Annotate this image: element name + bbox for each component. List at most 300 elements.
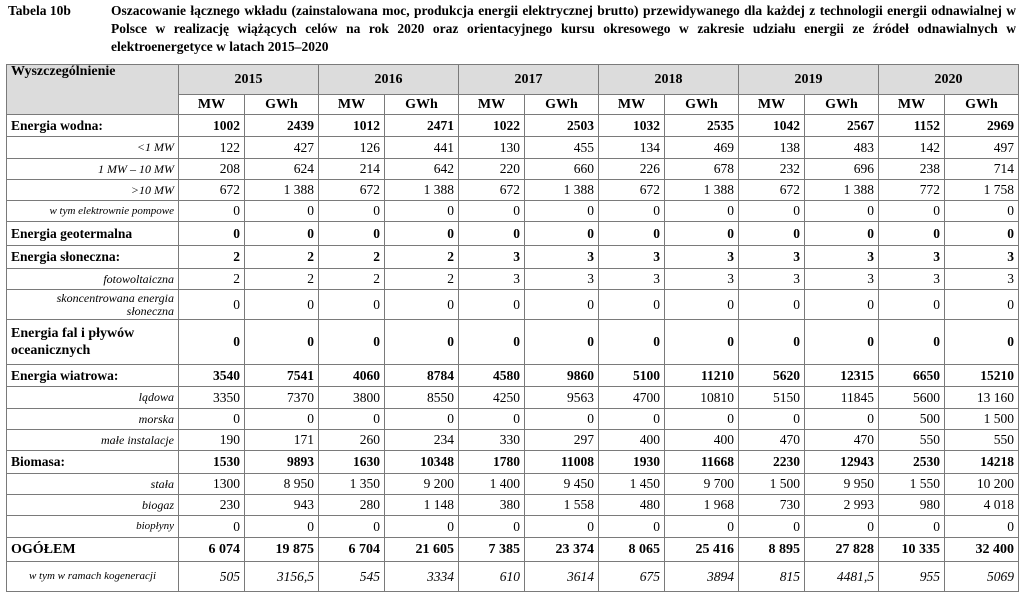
table-cell: 1630 bbox=[319, 451, 385, 474]
table-cell: 3 bbox=[525, 269, 599, 290]
row-label: w tym elektrownie pompowe bbox=[7, 201, 179, 222]
unit-gwh: GWh bbox=[385, 95, 459, 115]
table-cell: 3 bbox=[739, 269, 805, 290]
table-cell: 1 350 bbox=[319, 474, 385, 495]
table-cell: 1 550 bbox=[879, 474, 945, 495]
table-cell: 0 bbox=[179, 201, 245, 222]
table-cell: 3894 bbox=[665, 562, 739, 592]
year-header: 2020 bbox=[879, 65, 1019, 95]
table-cell: 171 bbox=[245, 430, 319, 451]
table-cell: 330 bbox=[459, 430, 525, 451]
table-cell: 470 bbox=[805, 430, 879, 451]
table-row bbox=[7, 495, 1019, 516]
row-label: Energia wodna: bbox=[7, 115, 179, 137]
table-cell: 130 bbox=[459, 137, 525, 159]
table-cell: 0 bbox=[739, 222, 805, 246]
table-cell: 7370 bbox=[245, 387, 319, 409]
table-row bbox=[7, 115, 1019, 137]
table-cell: 1780 bbox=[459, 451, 525, 474]
table-cell: 0 bbox=[525, 409, 599, 430]
table-cell: 0 bbox=[525, 290, 599, 320]
table-cell: 0 bbox=[319, 516, 385, 538]
table-cell: 400 bbox=[599, 430, 665, 451]
table-cell: 3350 bbox=[179, 387, 245, 409]
table-cell: 3800 bbox=[319, 387, 385, 409]
table-cell: 0 bbox=[385, 201, 459, 222]
table-cell: 0 bbox=[385, 290, 459, 320]
table-cell: 2 bbox=[319, 246, 385, 269]
table-cell: 32 400 bbox=[945, 538, 1019, 562]
table-cell: 0 bbox=[525, 516, 599, 538]
header-row-years bbox=[7, 65, 1019, 95]
table-cell: 297 bbox=[525, 430, 599, 451]
table-cell: 138 bbox=[739, 137, 805, 159]
table-cell: 0 bbox=[665, 320, 739, 365]
table-cell: 0 bbox=[245, 409, 319, 430]
table-cell: 2 bbox=[245, 269, 319, 290]
table-cell: 15210 bbox=[945, 365, 1019, 387]
table-cell: 10 335 bbox=[879, 538, 945, 562]
table-cell: 0 bbox=[319, 409, 385, 430]
table-row bbox=[7, 201, 1019, 222]
table-cell: 9563 bbox=[525, 387, 599, 409]
table-cell: 550 bbox=[945, 430, 1019, 451]
table-cell: 497 bbox=[945, 137, 1019, 159]
unit-gwh: GWh bbox=[525, 95, 599, 115]
table-cell: 23 374 bbox=[525, 538, 599, 562]
table-row bbox=[7, 269, 1019, 290]
table-cell: 3 bbox=[805, 246, 879, 269]
table-cell: 25 416 bbox=[665, 538, 739, 562]
table-cell: 11845 bbox=[805, 387, 879, 409]
table-cell: 0 bbox=[665, 201, 739, 222]
table-cell: 400 bbox=[665, 430, 739, 451]
table-cell: 0 bbox=[459, 320, 525, 365]
row-label: lądowa bbox=[7, 387, 179, 409]
table-cell: 980 bbox=[879, 495, 945, 516]
table-cell: 672 bbox=[599, 180, 665, 201]
table-cell: 0 bbox=[245, 290, 319, 320]
table-cell: 5069 bbox=[945, 562, 1019, 592]
unit-mw: MW bbox=[879, 95, 945, 115]
table-cell: 5600 bbox=[879, 387, 945, 409]
table-cell: 1 758 bbox=[945, 180, 1019, 201]
table-cell: 0 bbox=[739, 409, 805, 430]
table-cell: 3 bbox=[599, 246, 665, 269]
table-cell: 9 450 bbox=[525, 474, 599, 495]
table-cell: 1 500 bbox=[945, 409, 1019, 430]
table-cell: 1 500 bbox=[739, 474, 805, 495]
table-cell: 6650 bbox=[879, 365, 945, 387]
row-label: >10 MW bbox=[7, 180, 179, 201]
table-cell: 0 bbox=[319, 201, 385, 222]
table-cell: 470 bbox=[739, 430, 805, 451]
energy-table bbox=[6, 64, 1019, 592]
table-row bbox=[7, 562, 1019, 592]
table-cell: 10 200 bbox=[945, 474, 1019, 495]
table-cell: 3334 bbox=[385, 562, 459, 592]
table-cell: 232 bbox=[739, 159, 805, 180]
table-cell: 0 bbox=[179, 222, 245, 246]
table-cell: 0 bbox=[739, 290, 805, 320]
table-row bbox=[7, 137, 1019, 159]
table-cell: 0 bbox=[879, 320, 945, 365]
table-cell: 4481,5 bbox=[805, 562, 879, 592]
table-cell: 0 bbox=[945, 320, 1019, 365]
table-cell: 6 074 bbox=[179, 538, 245, 562]
table-cell: 3 bbox=[599, 269, 665, 290]
unit-gwh: GWh bbox=[245, 95, 319, 115]
table-cell: 0 bbox=[525, 320, 599, 365]
table-cell: 3156,5 bbox=[245, 562, 319, 592]
table-cell: 772 bbox=[879, 180, 945, 201]
table-cell: 1 148 bbox=[385, 495, 459, 516]
table-cell: 1 388 bbox=[245, 180, 319, 201]
unit-gwh: GWh bbox=[805, 95, 879, 115]
row-label: Energia fal i pływów oceanicznych bbox=[7, 320, 179, 365]
table-row bbox=[7, 320, 1019, 365]
table-cell: 0 bbox=[879, 516, 945, 538]
table-cell: 441 bbox=[385, 137, 459, 159]
table-cell: 0 bbox=[179, 516, 245, 538]
table-cell: 0 bbox=[459, 201, 525, 222]
table-cell: 2567 bbox=[805, 115, 879, 137]
table-cell: 2 bbox=[179, 269, 245, 290]
table-row bbox=[7, 409, 1019, 430]
table-cell: 480 bbox=[599, 495, 665, 516]
table-cell: 2 bbox=[385, 246, 459, 269]
table-cell: 2535 bbox=[665, 115, 739, 137]
table-cell: 2 bbox=[319, 269, 385, 290]
table-cell: 1930 bbox=[599, 451, 665, 474]
table-caption bbox=[8, 2, 1018, 58]
table-cell: 11210 bbox=[665, 365, 739, 387]
table-row bbox=[7, 387, 1019, 409]
table-cell: 672 bbox=[459, 180, 525, 201]
table-cell: 1 388 bbox=[665, 180, 739, 201]
table-cell: 1002 bbox=[179, 115, 245, 137]
table-cell: 696 bbox=[805, 159, 879, 180]
table-cell: 3 bbox=[879, 269, 945, 290]
table-cell: 4060 bbox=[319, 365, 385, 387]
table-cell: 0 bbox=[945, 222, 1019, 246]
table-cell: 2969 bbox=[945, 115, 1019, 137]
table-cell: 0 bbox=[179, 320, 245, 365]
table-cell: 2 bbox=[179, 246, 245, 269]
table-cell: 0 bbox=[459, 222, 525, 246]
table-cell: 5620 bbox=[739, 365, 805, 387]
table-cell: 220 bbox=[459, 159, 525, 180]
table-row bbox=[7, 180, 1019, 201]
table-cell: 8 895 bbox=[739, 538, 805, 562]
unit-mw: MW bbox=[739, 95, 805, 115]
table-cell: 1 388 bbox=[385, 180, 459, 201]
table-cell: 2439 bbox=[245, 115, 319, 137]
year-header: 2018 bbox=[599, 65, 739, 95]
table-cell: 134 bbox=[599, 137, 665, 159]
row-label: biogaz bbox=[7, 495, 179, 516]
table-cell: 1042 bbox=[739, 115, 805, 137]
row-label: Energia wiatrowa: bbox=[7, 365, 179, 387]
row-label: w tym w ramach kogeneracji bbox=[7, 562, 179, 592]
table-cell: 3540 bbox=[179, 365, 245, 387]
table-cell: 0 bbox=[665, 409, 739, 430]
table-cell: 4700 bbox=[599, 387, 665, 409]
table-cell: 1 968 bbox=[665, 495, 739, 516]
year-header: 2015 bbox=[179, 65, 319, 95]
table-cell: 0 bbox=[179, 290, 245, 320]
table-cell: 0 bbox=[525, 201, 599, 222]
table-cell: 2 993 bbox=[805, 495, 879, 516]
table-cell: 0 bbox=[459, 516, 525, 538]
row-label: Energia geotermalna bbox=[7, 222, 179, 246]
table-cell: 550 bbox=[879, 430, 945, 451]
unit-mw: MW bbox=[179, 95, 245, 115]
table-cell: 672 bbox=[179, 180, 245, 201]
table-cell: 2530 bbox=[879, 451, 945, 474]
table-cell: 0 bbox=[805, 290, 879, 320]
table-row bbox=[7, 430, 1019, 451]
table-cell: 427 bbox=[245, 137, 319, 159]
table-cell: 9860 bbox=[525, 365, 599, 387]
table-cell: 0 bbox=[245, 320, 319, 365]
table-cell: 545 bbox=[319, 562, 385, 592]
table-cell: 0 bbox=[385, 409, 459, 430]
table-cell: 3 bbox=[739, 246, 805, 269]
table-cell: 2 bbox=[385, 269, 459, 290]
table-cell: 7541 bbox=[245, 365, 319, 387]
table-cell: 714 bbox=[945, 159, 1019, 180]
caption-text: Oszacowanie łącznego wkładu (zainstalowana moc, produkcja energii elektrycznej brutto) przewidywanego dla każdej z technologii energii odnawialnej w Polsce w realizację wiążących celów na rok 2020 oraz orientacyjnego kursu okresowego w zakresie udziału energii ze źródeł odnawialnych w elektroenergetyce w latach 2015–2020 bbox=[111, 3, 1016, 54]
table-cell: 0 bbox=[459, 290, 525, 320]
table-cell: 0 bbox=[385, 320, 459, 365]
table-cell: 0 bbox=[245, 222, 319, 246]
table-cell: 260 bbox=[319, 430, 385, 451]
table-cell: 0 bbox=[385, 222, 459, 246]
table-cell: 4 018 bbox=[945, 495, 1019, 516]
unit-gwh: GWh bbox=[945, 95, 1019, 115]
table-cell: 2471 bbox=[385, 115, 459, 137]
table-cell: 238 bbox=[879, 159, 945, 180]
table-cell: 5100 bbox=[599, 365, 665, 387]
row-label: Biomasa: bbox=[7, 451, 179, 474]
table-row bbox=[7, 474, 1019, 495]
table-cell: 214 bbox=[319, 159, 385, 180]
table-cell: 0 bbox=[599, 320, 665, 365]
table-cell: 12315 bbox=[805, 365, 879, 387]
table-cell: 0 bbox=[319, 290, 385, 320]
table-cell: 0 bbox=[665, 290, 739, 320]
table-cell: 11668 bbox=[665, 451, 739, 474]
table-cell: 5150 bbox=[739, 387, 805, 409]
table-cell: 4250 bbox=[459, 387, 525, 409]
table-cell: 0 bbox=[739, 320, 805, 365]
unit-mw: MW bbox=[319, 95, 385, 115]
unit-gwh: GWh bbox=[665, 95, 739, 115]
unit-mw: MW bbox=[599, 95, 665, 115]
table-cell: 2230 bbox=[739, 451, 805, 474]
table-cell: 11008 bbox=[525, 451, 599, 474]
table-cell: 3 bbox=[459, 246, 525, 269]
table-cell: 1152 bbox=[879, 115, 945, 137]
table-cell: 0 bbox=[599, 409, 665, 430]
table-cell: 675 bbox=[599, 562, 665, 592]
table-cell: 0 bbox=[385, 516, 459, 538]
year-header: 2016 bbox=[319, 65, 459, 95]
table-cell: 3 bbox=[879, 246, 945, 269]
table-cell: 0 bbox=[245, 201, 319, 222]
table-cell: 1022 bbox=[459, 115, 525, 137]
table-cell: 21 605 bbox=[385, 538, 459, 562]
table-cell: 0 bbox=[945, 201, 1019, 222]
table-cell: 7 385 bbox=[459, 538, 525, 562]
table-row bbox=[7, 246, 1019, 269]
row-label: Energia słoneczna: bbox=[7, 246, 179, 269]
header-label: Wyszczególnienie bbox=[7, 65, 179, 115]
table-cell: 8 065 bbox=[599, 538, 665, 562]
table-cell: 1 450 bbox=[599, 474, 665, 495]
table-cell: 234 bbox=[385, 430, 459, 451]
table-cell: 1 388 bbox=[805, 180, 879, 201]
table-cell: 3 bbox=[945, 246, 1019, 269]
table-cell: 1 558 bbox=[525, 495, 599, 516]
table-cell: 226 bbox=[599, 159, 665, 180]
year-header: 2019 bbox=[739, 65, 879, 95]
table-cell: 660 bbox=[525, 159, 599, 180]
table-cell: 469 bbox=[665, 137, 739, 159]
table-cell: 14218 bbox=[945, 451, 1019, 474]
table-cell: 672 bbox=[319, 180, 385, 201]
table-cell: 0 bbox=[879, 222, 945, 246]
table-cell: 3 bbox=[665, 246, 739, 269]
table-cell: 8784 bbox=[385, 365, 459, 387]
row-label: OGÓŁEM bbox=[7, 538, 179, 562]
table-cell: 2 bbox=[245, 246, 319, 269]
table-cell: 1012 bbox=[319, 115, 385, 137]
table-cell: 0 bbox=[805, 516, 879, 538]
table-cell: 6 704 bbox=[319, 538, 385, 562]
table-cell: 10348 bbox=[385, 451, 459, 474]
table-row bbox=[7, 290, 1019, 320]
table-cell: 3614 bbox=[525, 562, 599, 592]
row-label: małe instalacje bbox=[7, 430, 179, 451]
table-cell: 1 388 bbox=[525, 180, 599, 201]
table-row bbox=[7, 538, 1019, 562]
table-cell: 610 bbox=[459, 562, 525, 592]
table-cell: 280 bbox=[319, 495, 385, 516]
table-cell: 815 bbox=[739, 562, 805, 592]
table-cell: 9893 bbox=[245, 451, 319, 474]
caption-label: Tabela 10b bbox=[8, 3, 71, 18]
table-cell: 0 bbox=[179, 409, 245, 430]
table-cell: 3 bbox=[665, 269, 739, 290]
table-cell: 13 160 bbox=[945, 387, 1019, 409]
table-cell: 8550 bbox=[385, 387, 459, 409]
table-cell: 4580 bbox=[459, 365, 525, 387]
table-cell: 126 bbox=[319, 137, 385, 159]
table-cell: 0 bbox=[739, 516, 805, 538]
table-cell: 0 bbox=[319, 320, 385, 365]
row-label: fotowoltaiczna bbox=[7, 269, 179, 290]
table-cell: 678 bbox=[665, 159, 739, 180]
table-cell: 10810 bbox=[665, 387, 739, 409]
row-label: 1 MW – 10 MW bbox=[7, 159, 179, 180]
table-row bbox=[7, 516, 1019, 538]
table-cell: 0 bbox=[805, 320, 879, 365]
table-cell: 624 bbox=[245, 159, 319, 180]
table-cell: 1 400 bbox=[459, 474, 525, 495]
table-cell: 3 bbox=[459, 269, 525, 290]
table-row bbox=[7, 365, 1019, 387]
table-cell: 0 bbox=[665, 516, 739, 538]
table-cell: 505 bbox=[179, 562, 245, 592]
table-cell: 0 bbox=[879, 290, 945, 320]
table-cell: 19 875 bbox=[245, 538, 319, 562]
year-header: 2017 bbox=[459, 65, 599, 95]
table-cell: 642 bbox=[385, 159, 459, 180]
table-cell: 3 bbox=[945, 269, 1019, 290]
table-cell: 0 bbox=[459, 409, 525, 430]
table-cell: 0 bbox=[945, 516, 1019, 538]
row-label: biopłyny bbox=[7, 516, 179, 538]
table-cell: 0 bbox=[805, 201, 879, 222]
table-cell: 190 bbox=[179, 430, 245, 451]
table-cell: 500 bbox=[879, 409, 945, 430]
table-cell: 9 700 bbox=[665, 474, 739, 495]
table-cell: 943 bbox=[245, 495, 319, 516]
table-row bbox=[7, 451, 1019, 474]
row-label: <1 MW bbox=[7, 137, 179, 159]
table-cell: 0 bbox=[945, 290, 1019, 320]
unit-mw: MW bbox=[459, 95, 525, 115]
table-cell: 0 bbox=[599, 516, 665, 538]
table-cell: 0 bbox=[879, 201, 945, 222]
table-cell: 208 bbox=[179, 159, 245, 180]
table-cell: 8 950 bbox=[245, 474, 319, 495]
table-cell: 230 bbox=[179, 495, 245, 516]
table-cell: 1300 bbox=[179, 474, 245, 495]
table-cell: 380 bbox=[459, 495, 525, 516]
table-cell: 1530 bbox=[179, 451, 245, 474]
table-cell: 3 bbox=[525, 246, 599, 269]
table-cell: 2503 bbox=[525, 115, 599, 137]
table-cell: 0 bbox=[525, 222, 599, 246]
table-cell: 3 bbox=[805, 269, 879, 290]
table-cell: 122 bbox=[179, 137, 245, 159]
table-cell: 0 bbox=[739, 201, 805, 222]
table-cell: 0 bbox=[665, 222, 739, 246]
table-cell: 1032 bbox=[599, 115, 665, 137]
table-cell: 455 bbox=[525, 137, 599, 159]
table-cell: 730 bbox=[739, 495, 805, 516]
table-cell: 0 bbox=[599, 201, 665, 222]
table-cell: 0 bbox=[599, 290, 665, 320]
table-cell: 142 bbox=[879, 137, 945, 159]
table-row bbox=[7, 222, 1019, 246]
table-cell: 0 bbox=[319, 222, 385, 246]
table-cell: 672 bbox=[739, 180, 805, 201]
table-cell: 483 bbox=[805, 137, 879, 159]
table-cell: 0 bbox=[599, 222, 665, 246]
table-cell: 9 950 bbox=[805, 474, 879, 495]
table-cell: 9 200 bbox=[385, 474, 459, 495]
row-label: stała bbox=[7, 474, 179, 495]
table-cell: 955 bbox=[879, 562, 945, 592]
table-cell: 27 828 bbox=[805, 538, 879, 562]
table-cell: 0 bbox=[805, 222, 879, 246]
row-label: skoncentrowana energia słoneczna bbox=[7, 290, 179, 320]
table-cell: 0 bbox=[245, 516, 319, 538]
